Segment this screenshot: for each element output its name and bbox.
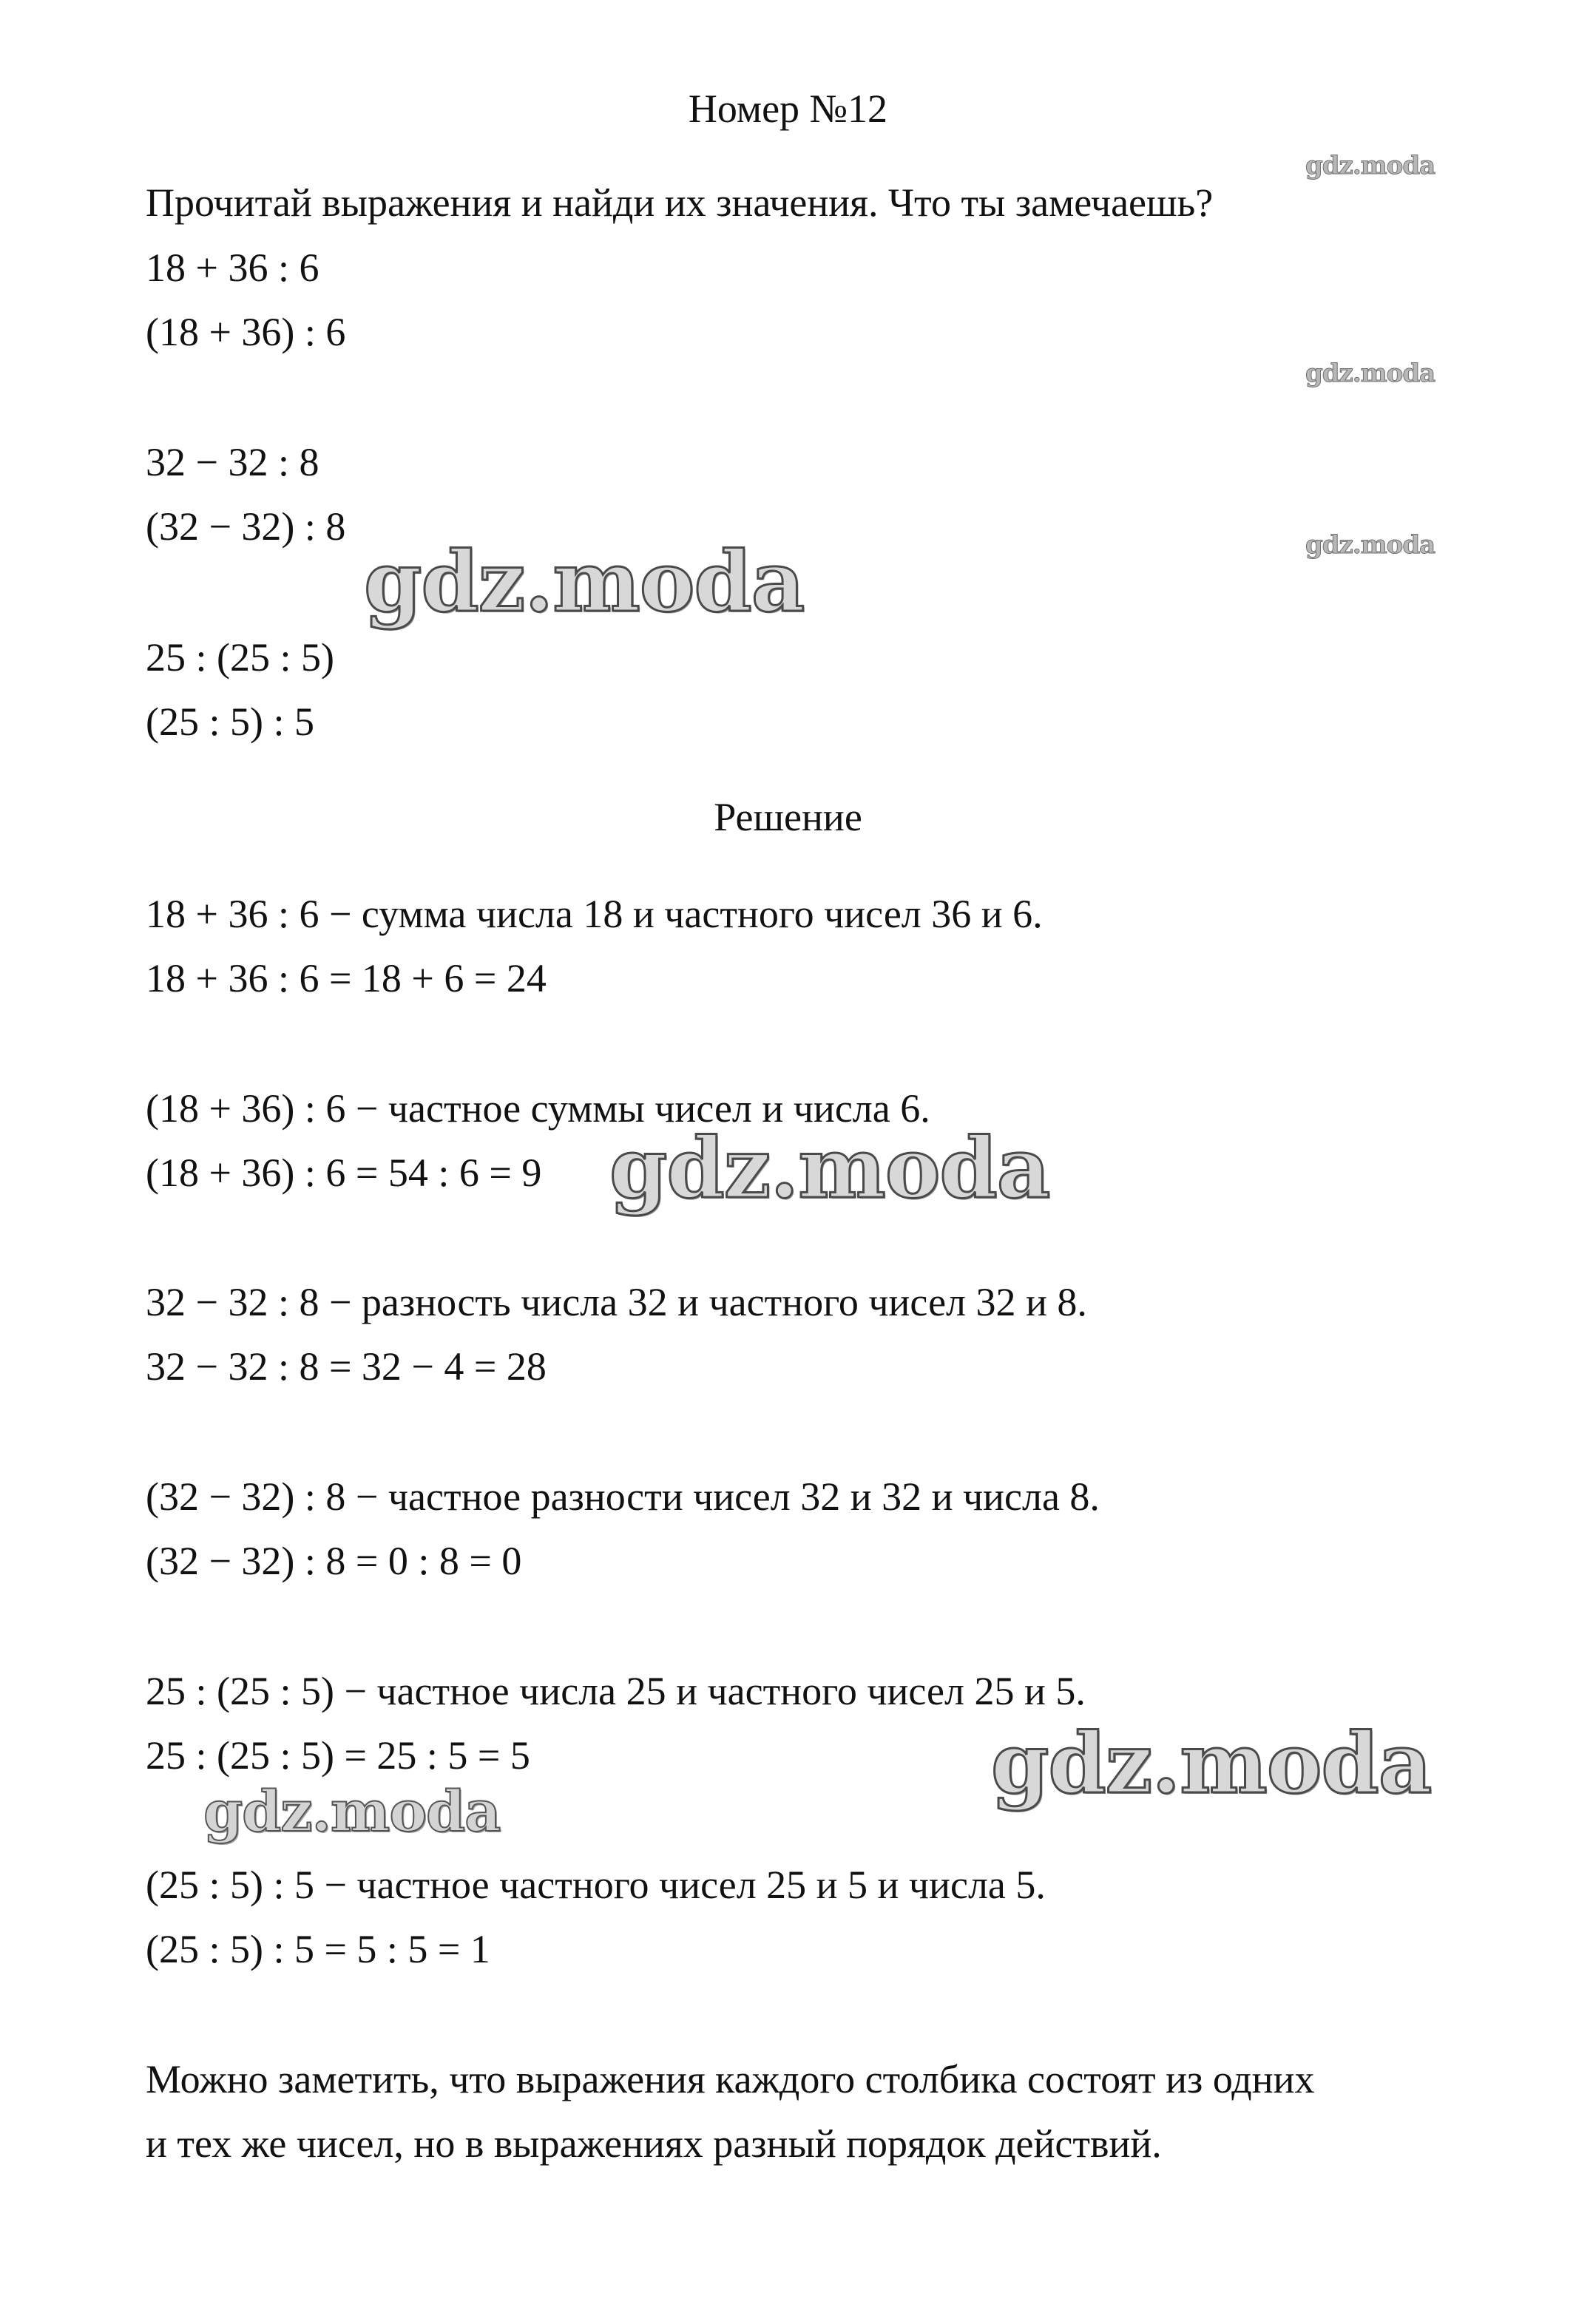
conclusion-line: и тех же чисел, но в выражениях разный порядок действий. — [146, 2121, 1162, 2166]
solution-description: 18 + 36 : 6 − сумма числа 18 и частного чисел 36 и 6. — [146, 892, 1043, 936]
solution-description: (32 − 32) : 8 − частное разности чисел 32 и 32 и числа 8. — [146, 1474, 1100, 1519]
solution-description: (25 : 5) : 5 − частное частного чисел 25 и 5 и числа 5. — [146, 1863, 1046, 1907]
task-expression: 18 + 36 : 6 — [146, 245, 319, 290]
watermark-logo: gdz.moda — [1305, 359, 1435, 388]
solution-calculation: (18 + 36) : 6 = 54 : 6 = 9 — [146, 1151, 542, 1195]
watermark-logo: gdz.moda — [609, 1120, 1050, 1217]
solution-description: (18 + 36) : 6 − частное суммы чисел и числа 6. — [146, 1086, 930, 1131]
task-prompt: Прочитай выражения и найди их значения. Что ты замечаешь? — [146, 180, 1214, 225]
task-expression: (18 + 36) : 6 — [146, 310, 346, 354]
solution-heading: Решение — [714, 795, 862, 839]
solution-calculation: 18 + 36 : 6 = 18 + 6 = 24 — [146, 956, 547, 1000]
task-expression: 25 : (25 : 5) — [146, 635, 334, 680]
solution-description: 32 − 32 : 8 − разность числа 32 и частного чисел 32 и 8. — [146, 1280, 1087, 1324]
task-expression: 32 − 32 : 8 — [146, 440, 319, 484]
solution-description: 25 : (25 : 5) − частное числа 25 и частного чисел 25 и 5. — [146, 1669, 1086, 1713]
solution-calculation: 32 − 32 : 8 = 32 − 4 = 28 — [146, 1344, 547, 1389]
watermark-logo: gdz.moda — [1305, 151, 1435, 180]
task-expression: (32 − 32) : 8 — [146, 504, 346, 549]
conclusion-line: Можно заметить, что выражения каждого столбика состоят из одних — [146, 2057, 1315, 2101]
watermark-logo: gdz.moda — [991, 1715, 1432, 1812]
watermark-logo: gdz.moda — [1305, 530, 1435, 560]
solution-calculation: (25 : 5) : 5 = 5 : 5 = 1 — [146, 1927, 490, 1971]
watermark-logo: gdz.moda — [203, 1778, 501, 1844]
solution-calculation: (32 − 32) : 8 = 0 : 8 = 0 — [146, 1539, 522, 1583]
task-expression: (25 : 5) : 5 — [146, 699, 314, 744]
solution-calculation: 25 : (25 : 5) = 25 : 5 = 5 — [146, 1733, 530, 1778]
page-title: Номер №12 — [688, 87, 888, 131]
watermark-logo: gdz.moda — [364, 534, 805, 631]
